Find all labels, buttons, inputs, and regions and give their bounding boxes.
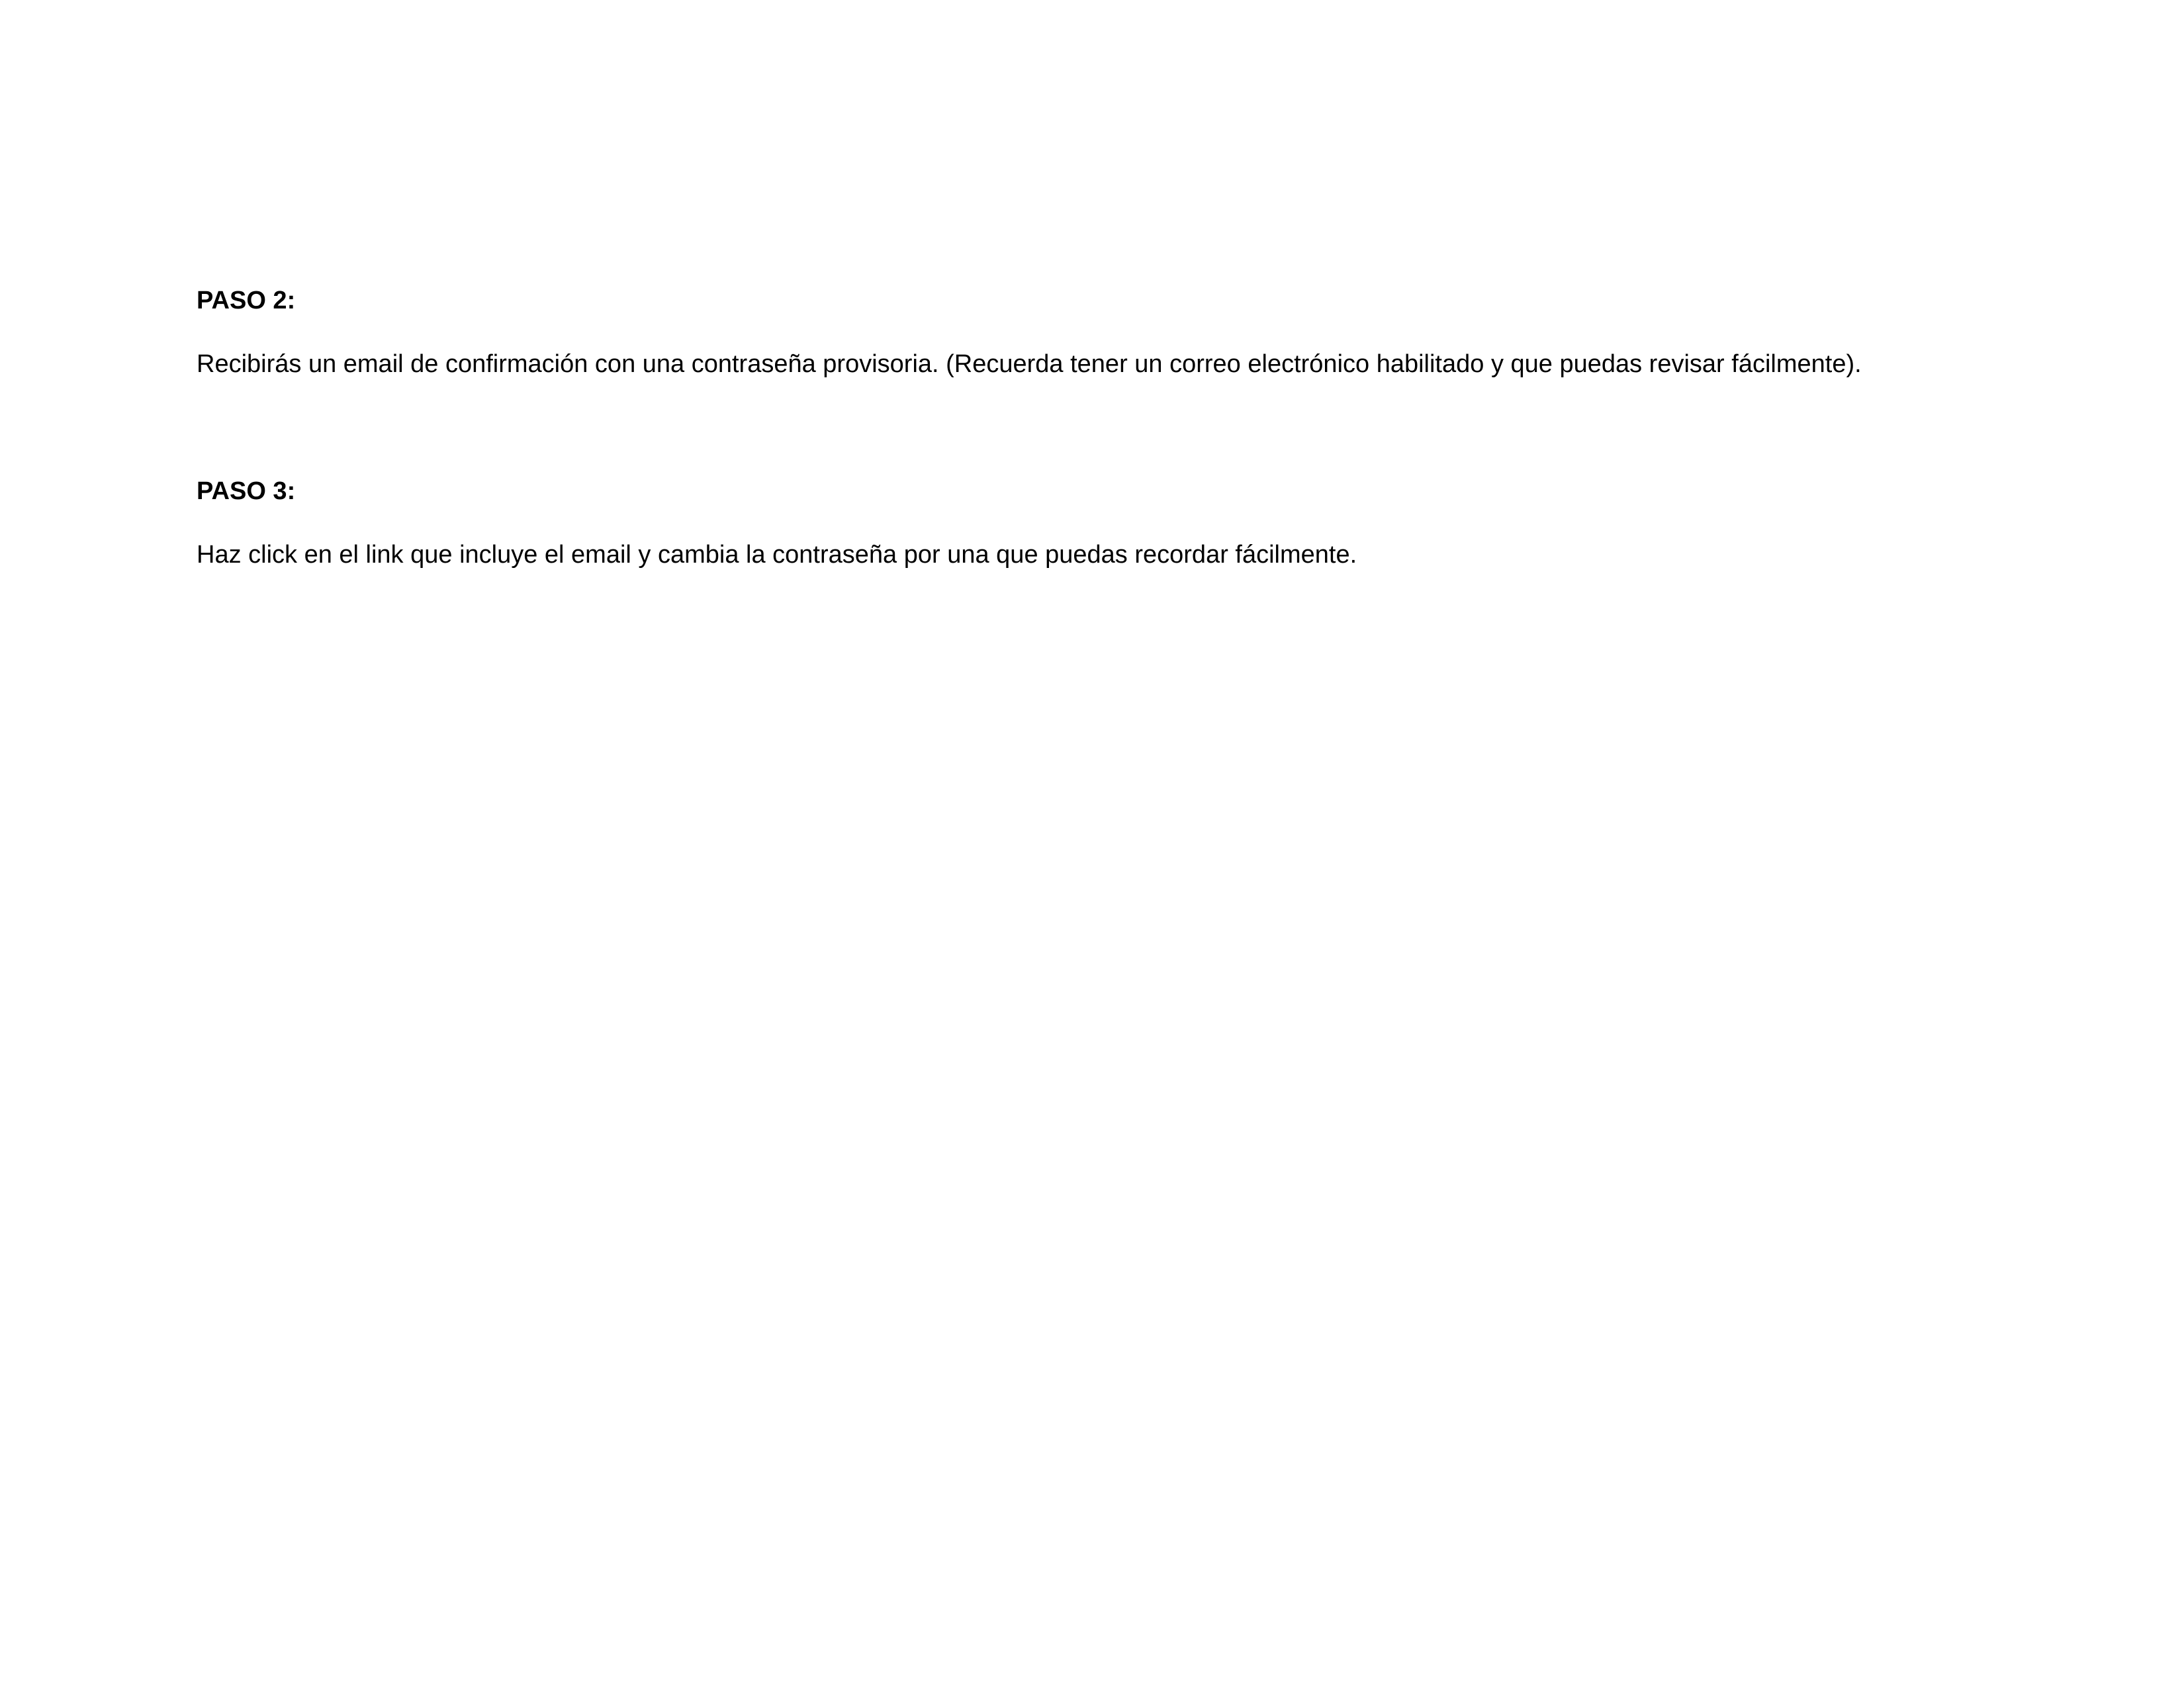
step-3-paragraph: Haz click en el link que incluye el email y cambia la contraseña por una que puedas recordar fácilmente. [197,541,1357,569]
step-2-section [197,281,1999,384]
step-2-paragraph: Recibirás un email de confirmación con una contraseña provisoria. (Recuerda tener un correo electrónico habilitado y que puedas revisar fácilmente). [197,350,1862,378]
document-body [197,281,1999,575]
step-3-heading: PASO 3: [197,477,296,505]
step-2-heading: PASO 2: [197,287,296,314]
step-3-section [197,471,1999,575]
